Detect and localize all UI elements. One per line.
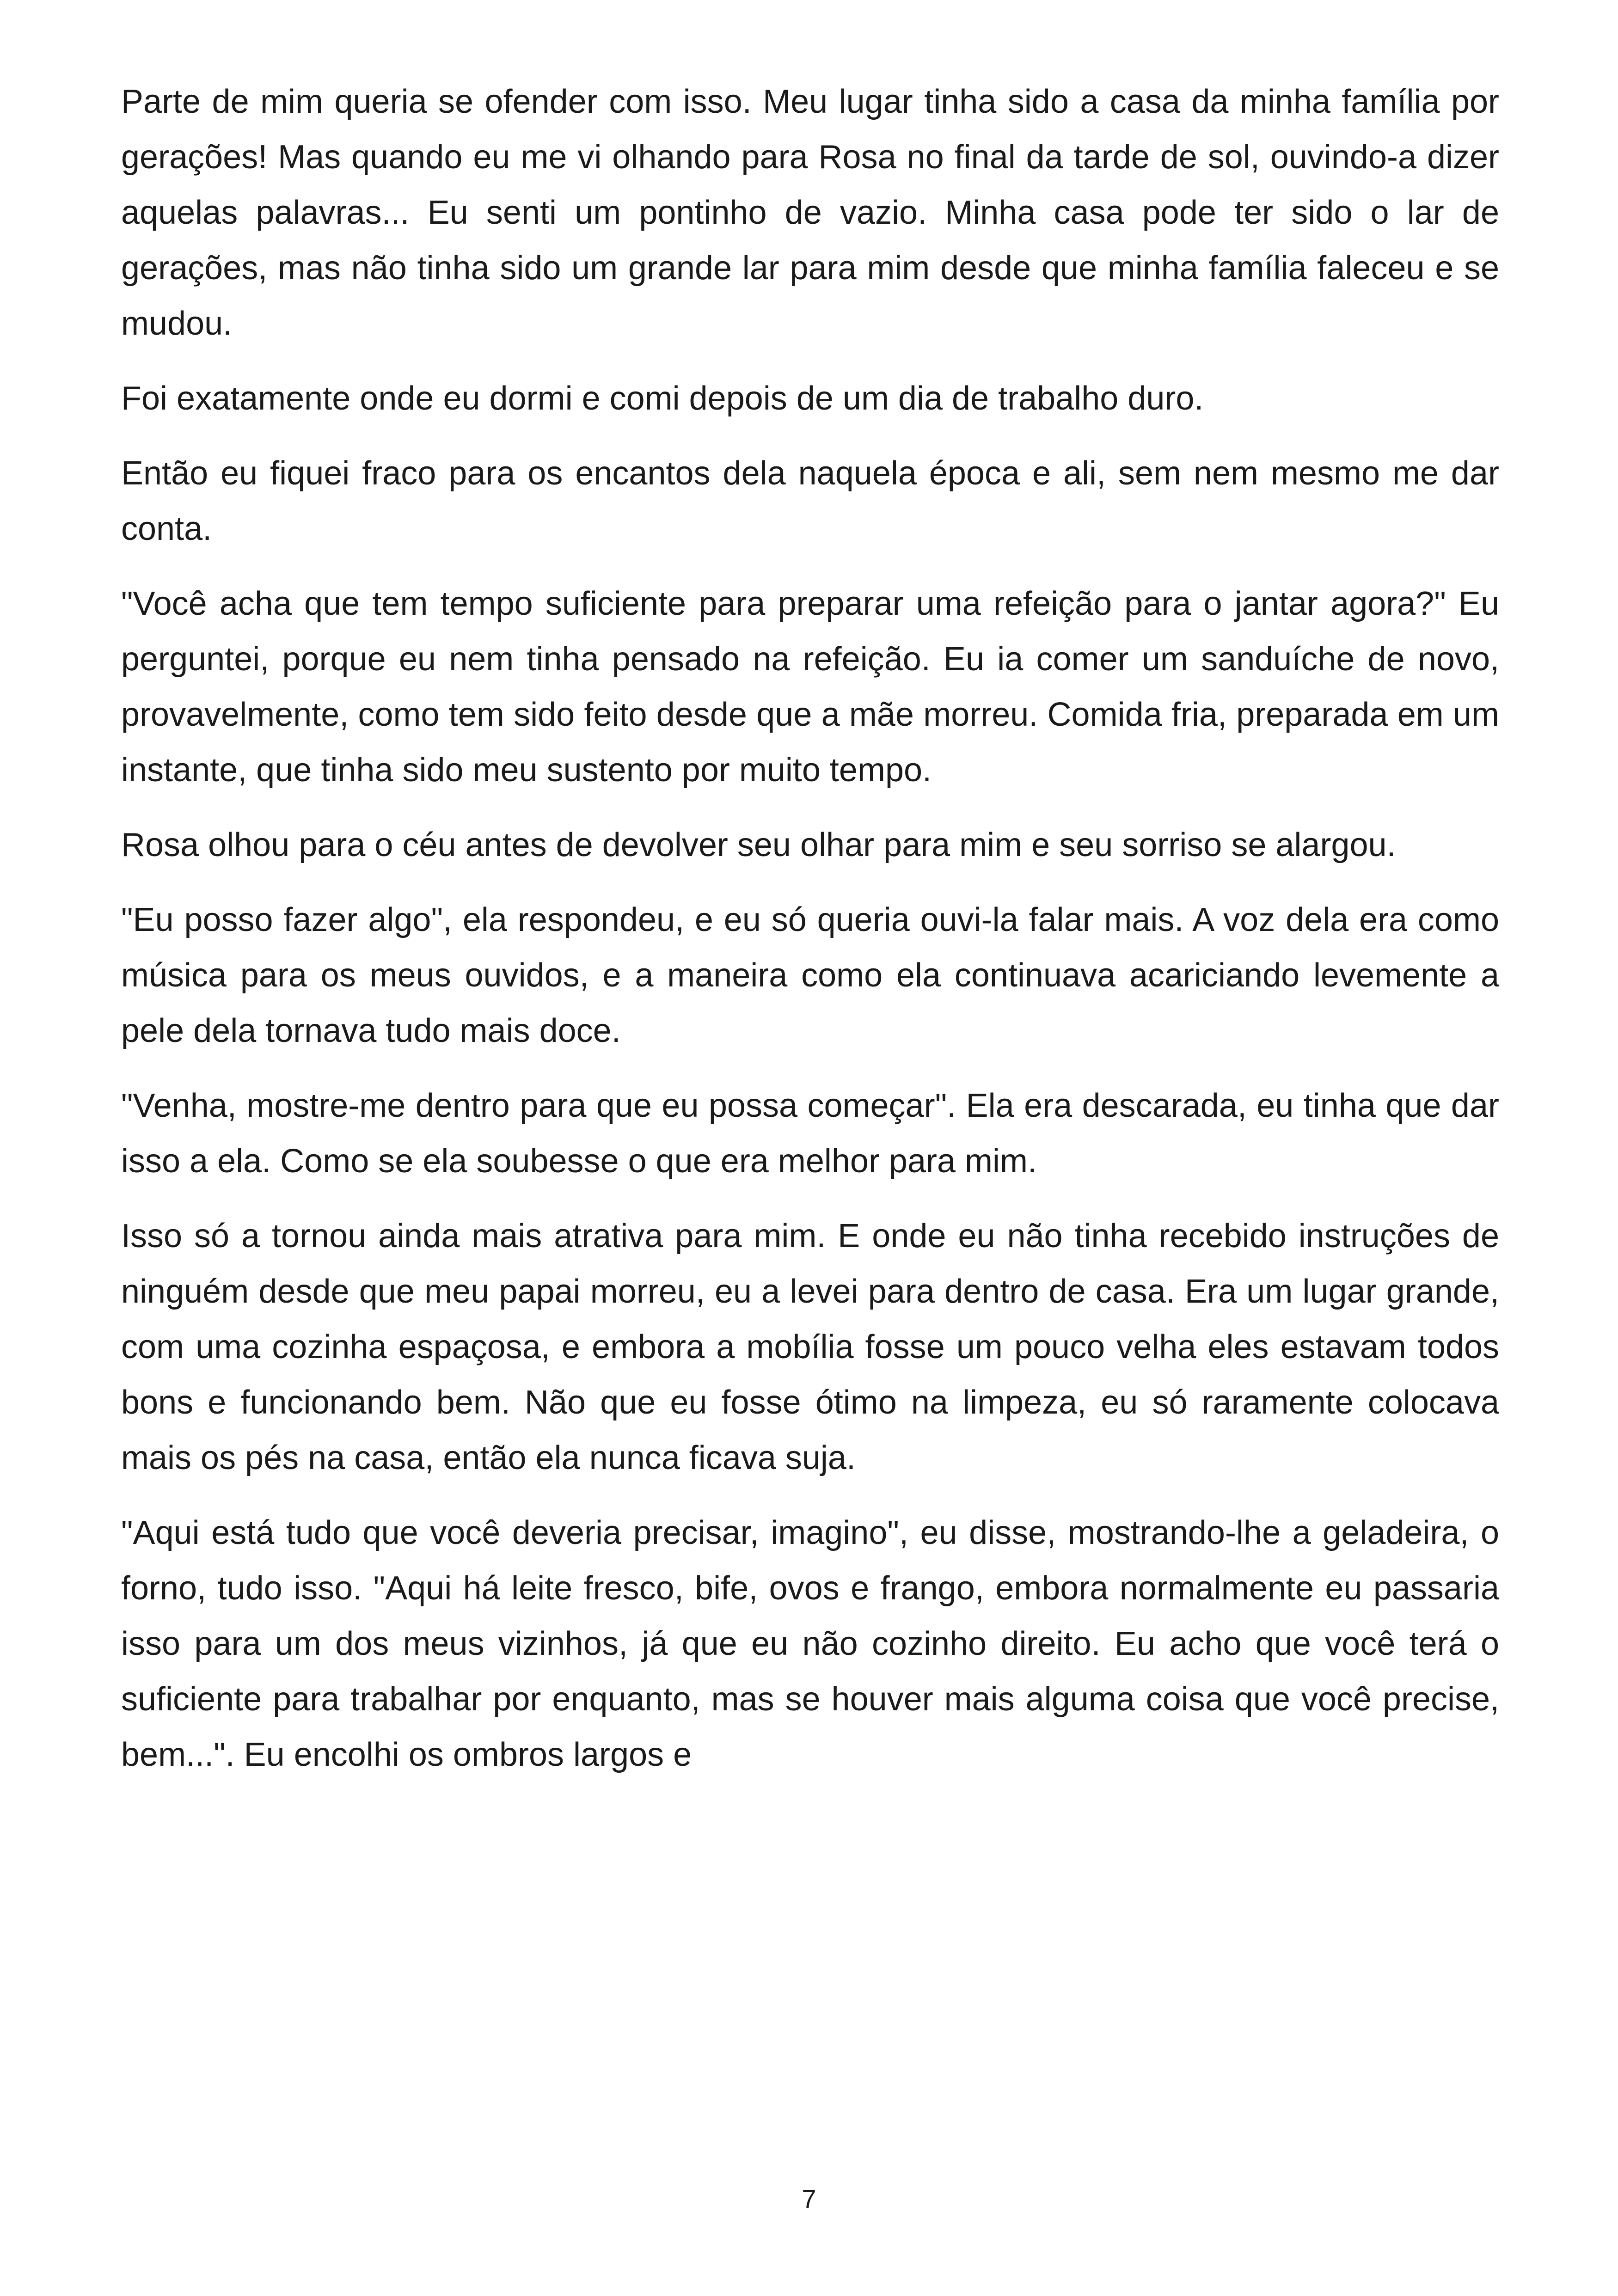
page-number: 7: [802, 2184, 816, 2213]
paragraph-9: "Aqui está tudo que você deveria precisar, imagino", eu disse, mostrando-lhe a geladeira, o forno, tudo isso. "Aqui há leite fresco, bife, ovos e frango, embora normalmente eu passaria isso para um dos meus vizinhos, já que eu não cozinho direito. Eu acho que você terá o suficiente para trabalhar por enquanto, mas se houver mais alguma coisa que você precise, bem...". Eu encolhi os ombros largos e: [121, 1514, 1499, 1773]
paragraph-1: Parte de mim queria se ofender com isso. Meu lugar tinha sido a casa da minha família por gerações! Mas quando eu me vi olhando para Rosa no final da tarde de sol, ouvindo-a dizer aquelas palavras... Eu senti um pontinho de vazio. Minha casa pode ter sido o lar de gerações, mas não tinha sido um grande lar para mim desde que minha família faleceu e se mudou.: [121, 83, 1499, 342]
paragraph-6: "Eu posso fazer algo", ela respondeu, e eu só queria ouvi-la falar mais. A voz dela era como música para os meus ouvidos, e a maneira como ela continuava acariciando levemente a pele dela tornava tudo mais doce.: [121, 901, 1499, 1049]
paragraph-4: "Você acha que tem tempo suficiente para preparar uma refeição para o jantar agora?" Eu perguntei, porque eu nem tinha pensado na refeição. Eu ia comer um sanduíche de novo, provavelmente, como tem sido feito desde que a mãe morreu. Comida fria, preparada em um instante, que tinha sido meu sustento por muito tempo.: [121, 585, 1499, 789]
paragraph-7: "Venha, mostre-me dentro para que eu possa começar". Ela era descarada, eu tinha que dar isso a ela. Como se ela soubesse o que era melhor para mim.: [121, 1087, 1499, 1180]
body-text: [121, 74, 1499, 1802]
paragraph-2: Foi exatamente onde eu dormi e comi depois de um dia de trabalho duro.: [121, 380, 1204, 417]
paragraph-8: Isso só a tornou ainda mais atrativa para mim. E onde eu não tinha recebido instruções de ninguém desde que meu papai morreu, eu a levei para dentro de casa. Era um lugar grande, com uma cozinha espaçosa, e embora a mobília fosse um pouco velha eles estavam todos bons e funcionando bem. Não que eu fosse ótimo na limpeza, eu só raramente colocava mais os pés na casa, então ela nunca ficava suja.: [121, 1218, 1499, 1476]
paragraph-5: Rosa olhou para o céu antes de devolver seu olhar para mim e seu sorriso se alargou.: [121, 827, 1396, 863]
paragraph-3: Então eu fiquei fraco para os encantos dela naquela época e ali, sem nem mesmo me dar conta.: [121, 455, 1499, 547]
